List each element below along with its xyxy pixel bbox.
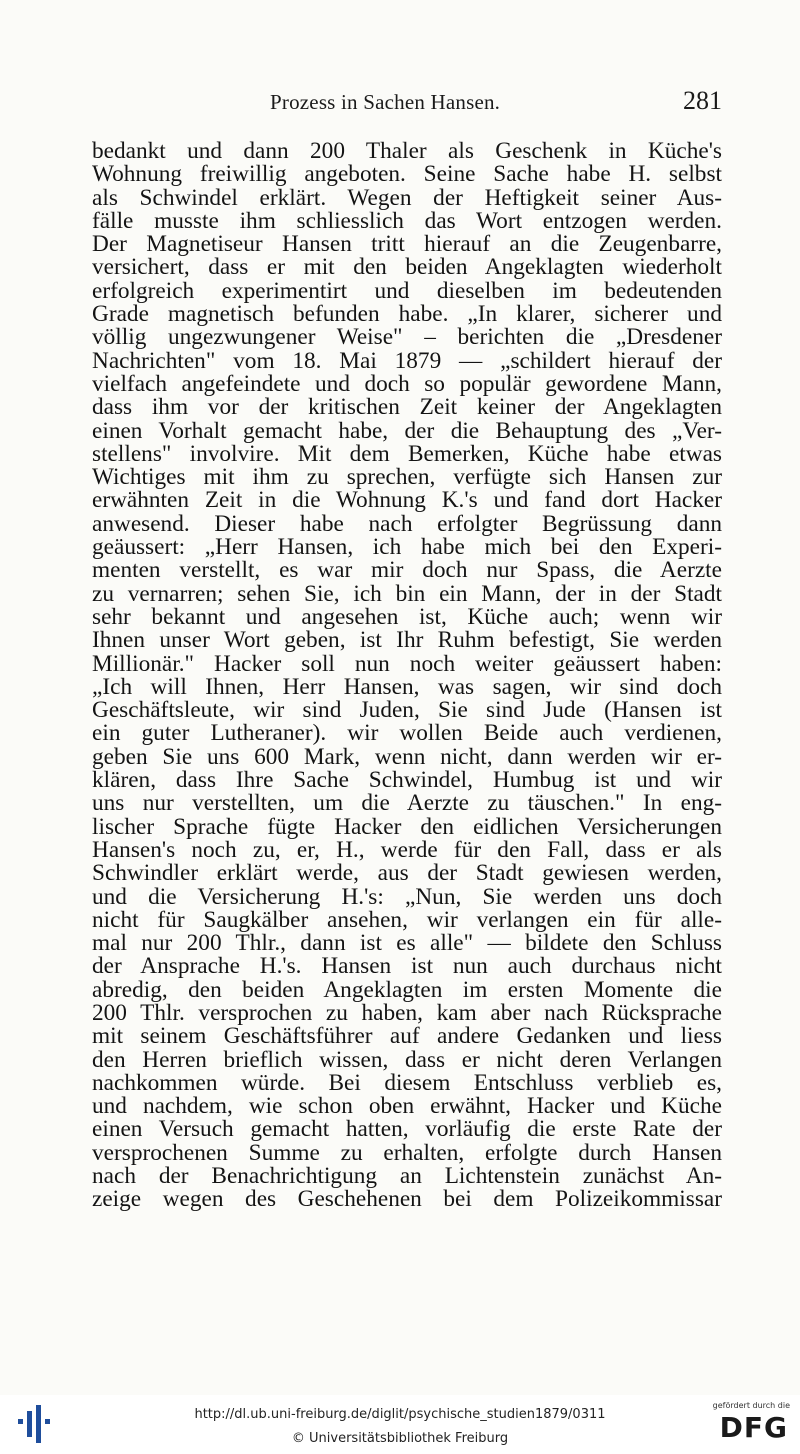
text-line: anwesend. Dieser habe nach erfolgter Begrüssung dann	[92, 512, 722, 537]
text-line: und die Versicherung H.'s: „Nun, Sie werden uns doch	[92, 885, 722, 909]
text-line: mal nur 200 Thlr., dann ist es alle" — bildete den Schluss	[92, 932, 722, 956]
text-line: Nachrichten" vom 18. Mai 1879 — „schildert hierauf der	[92, 349, 722, 373]
running-title: Prozess in Sachen Hansen.	[270, 90, 501, 114]
text-line: der Ansprache H.'s. Hansen ist nun auch durchaus nicht	[92, 955, 722, 979]
text-line: versichert, dass er mit den beiden Angeklagten wiederholt	[92, 256, 722, 280]
text-line: zeige wegen des Geschehenen bei dem Polizeikommissar	[92, 1188, 722, 1212]
text-line: bedankt und dann 200 Thaler als Geschenk in Küche's	[92, 140, 722, 164]
text-line: geäussert: „Herr Hansen, ich habe mich bei den Experi-	[92, 536, 722, 560]
text-line: menten verstellt, es war mir doch nur Spass, die Aerzte	[92, 559, 722, 583]
text-line: vielfach angefeindete und doch so populär gewordene Mann,	[92, 372, 722, 397]
text-line: Der Magnetiseur Hansen tritt hierauf an die Zeugenbarre,	[92, 233, 722, 257]
dfg-logo	[710, 1401, 790, 1449]
text-line: völlig ungezwungener Weise" – berichten die „Dresdener	[92, 326, 722, 350]
dfg-wordmark: DFG	[719, 1411, 788, 1444]
dfg-caption: gefördert durch die	[712, 1401, 790, 1410]
text-line: den Herren brieflich wissen, dass er nicht deren Verlangen	[92, 1048, 722, 1072]
text-line: Schwindler erklärt werde, aus der Stadt gewiesen werden,	[92, 862, 722, 886]
text-line: nachkommen würde. Bei diesem Entschluss verblieb es,	[92, 1071, 722, 1096]
text-line: einen Vorhalt gemacht habe, der die Behauptung des „Ver-	[92, 419, 722, 443]
text-line: zu vernarren; sehen Sie, ich bin ein Mann, der in der Stadt	[92, 582, 722, 606]
text-line: Millionär." Hacker soll nun noch weiter geäussert haben:	[92, 652, 722, 676]
text-line: geben Sie uns 600 Mark, wenn nicht, dann werden wir er-	[92, 745, 722, 770]
text-line: nach der Benachrichtigung an Lichtenstein zunächst An-	[92, 1165, 722, 1189]
text-line: Geschäftsleute, wir sind Juden, Sie sind Jude (Hansen ist	[92, 699, 722, 723]
text-line: abredig, den beiden Angeklagten im ersten Momente die	[92, 978, 722, 1002]
text-line: Ihnen unser Wort geben, ist Ihr Ruhm befestigt, Sie werden	[92, 629, 722, 653]
text-line: fälle musste ihm schliesslich das Wort entzogen werden.	[92, 209, 722, 234]
text-line: versprochenen Summe zu erhalten, erfolgte durch Hansen	[92, 1141, 722, 1166]
text-line: erwähnten Zeit in die Wohnung K.'s und fand dort Hacker	[92, 489, 722, 513]
text-line: erfolgreich experimentirt und dieselben im bedeutenden	[92, 279, 722, 304]
text-line: ein guter Lutheraner). wir wollen Beide auch verdienen,	[92, 722, 722, 746]
text-line: stellens" involvire. Mit dem Bemerken, Küche habe etwas	[92, 442, 722, 467]
permalink-url[interactable]: http://dl.ub.uni-freiburg.de/diglit/psychische_studien1879/0311	[194, 1407, 606, 1422]
text-line: nicht für Saugkälber ansehen, wir verlangen ein für alle-	[92, 908, 722, 933]
text-line: lischer Sprache fügte Hacker den eidlichen Versicherungen	[92, 815, 722, 839]
text-line: einen Versuch gemacht hatten, vorläufig die erste Rate der	[92, 1118, 722, 1142]
text-line: mit seinem Geschäftsführer auf andere Gedanken und liess	[92, 1025, 722, 1049]
text-line: dass ihm vor der kritischen Zeit keiner der Angeklagten	[92, 396, 722, 420]
body-text	[92, 140, 722, 1212]
text-line: 200 Thlr. versprochen zu haben, kam aber nach Rücksprache	[92, 1001, 722, 1026]
text-line: „Ich will Ihnen, Herr Hansen, was sagen, wir sind doch	[92, 675, 722, 700]
text-line: klären, dass Ihre Sache Schwindel, Humbug ist und wir	[92, 769, 722, 793]
copyright-notice: © Universitätsbibliothek Freiburg	[291, 1431, 509, 1446]
viewer-footer	[0, 1395, 800, 1454]
text-line: und nachdem, wie schon oben erwähnt, Hacker und Küche	[92, 1095, 722, 1119]
text-line: Wohnung freiwillig angeboten. Seine Sache habe H. selbst	[92, 163, 722, 187]
text-line: Wichtiges mit ihm zu sprechen, verfügte sich Hansen zur	[92, 466, 722, 490]
page-number: 281	[683, 86, 722, 115]
text-line: uns nur verstellten, um die Aerzte zu täuschen." In eng-	[92, 792, 722, 816]
text-line: Grade magnetisch befunden habe. „In klarer, sicherer und	[92, 303, 722, 327]
text-line: sehr bekannt und angesehen ist, Küche auch; wenn wir	[92, 605, 722, 630]
text-line: Hansen's noch zu, er, H., werde für den Fall, dass er als	[92, 838, 722, 863]
page-header	[92, 86, 722, 120]
text-line: als Schwindel erklärt. Wegen der Heftigkeit seiner Aus-	[92, 186, 722, 210]
